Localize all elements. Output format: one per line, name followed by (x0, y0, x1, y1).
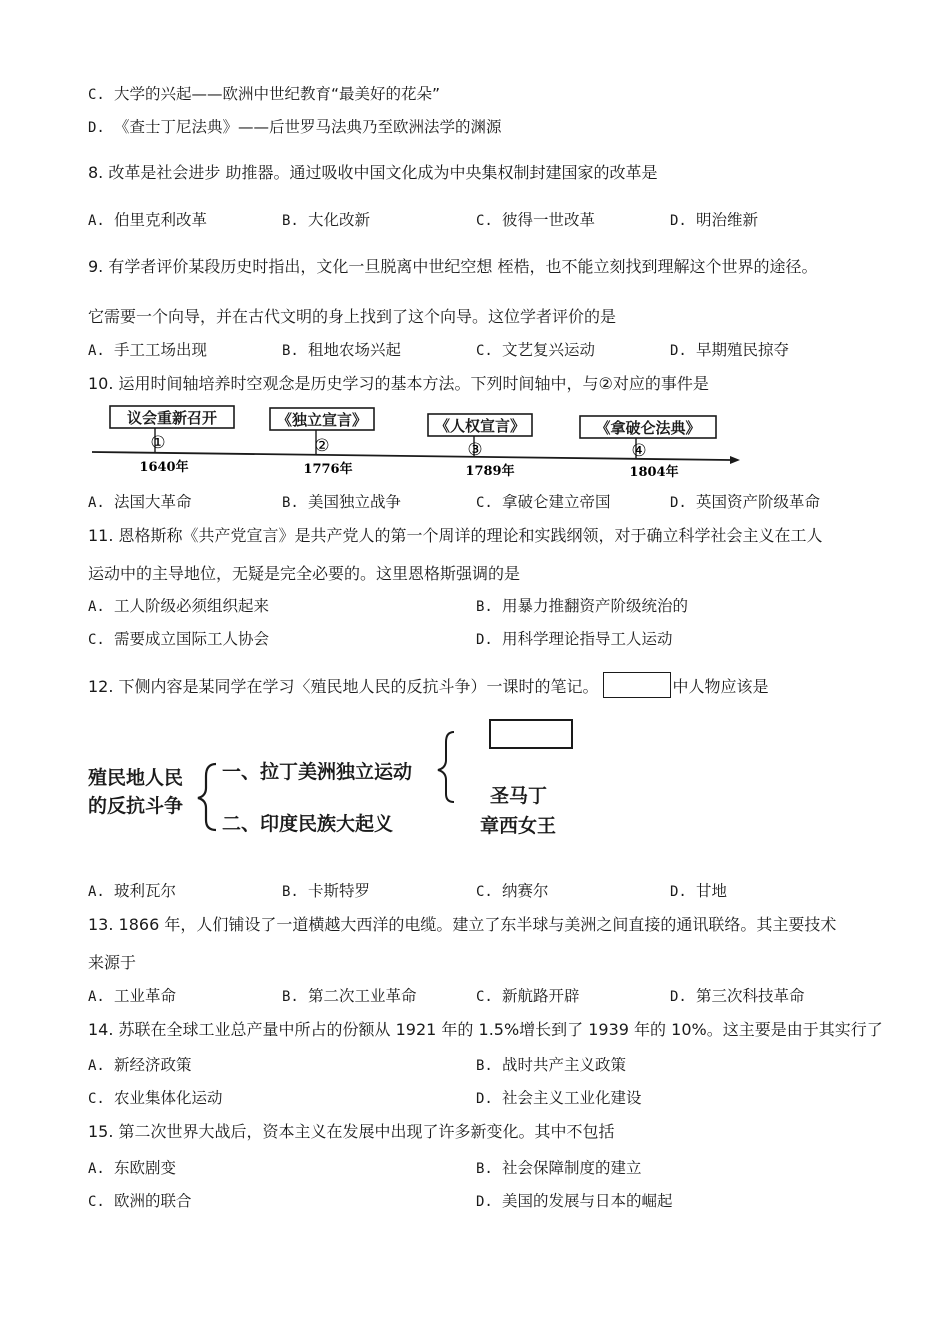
timeline-label-2: 《独立宣言》 (276, 411, 368, 429)
option-7c[interactable]: C. 大学的兴起——欧洲中世纪教育“最美好的花朵” (88, 85, 441, 103)
option-15b[interactable]: B. 社会保障制度的建立 (476, 1159, 642, 1177)
option-8d[interactable]: D. 明治维新 (670, 211, 759, 229)
option-14d[interactable]: D. 社会主义工业化建设 (476, 1089, 642, 1107)
timeline-event-3 (428, 414, 532, 479)
timeline-num-2: ② (314, 436, 330, 456)
option-13d[interactable]: D. 第三次科技革命 (670, 987, 805, 1005)
option-12d[interactable]: D. 甘地 (670, 882, 728, 900)
option-14b[interactable]: B. 战时共产主义政策 (476, 1056, 627, 1074)
timeline-label-1: 议会重新召开 (126, 409, 218, 427)
note-root-line1: 殖民地人民 (88, 767, 184, 789)
option-8b[interactable]: B. 大化改新 (282, 211, 371, 229)
timeline-num-3: ③ (467, 440, 483, 460)
option-14a[interactable]: A. 新经济政策 (88, 1056, 192, 1074)
option-9a[interactable]: A. 手工工场出现 (88, 341, 208, 359)
note-person-2: 章西女王 (480, 815, 557, 837)
option-10b[interactable]: B. 美国独立战争 (282, 493, 402, 511)
timeline-num-4: ④ (631, 441, 647, 461)
timeline-label-3: 《人权宣言》 (434, 417, 526, 435)
option-12b[interactable]: B. 卡斯特罗 (282, 882, 371, 900)
option-8a[interactable]: A. 伯里克利改革 (88, 211, 208, 229)
option-11c[interactable]: C. 需要成立国际工人协会 (88, 630, 270, 648)
question-12-stem-after: 中人物应该是 (672, 677, 769, 696)
answer-blank-box (603, 672, 671, 698)
question-13-stem-line1: 13. 1866 年，人们铺设了一道横越大西洋的电缆。建立了东半球与美洲之间直接的通讯联络。其主要技术 (88, 915, 837, 934)
note-root-line2: 的反抗斗争 (88, 795, 184, 817)
option-8c[interactable]: C. 彼得一世改革 (476, 211, 596, 229)
note-person-1: 圣马丁 (490, 785, 548, 807)
note-branch-2: 二、印度民族大起义 (222, 813, 394, 835)
option-13b[interactable]: B. 第二次工业革命 (282, 987, 417, 1005)
option-15c[interactable]: C. 欧洲的联合 (88, 1192, 192, 1210)
option-12c[interactable]: C. 纳赛尔 (476, 882, 549, 900)
note-branch-1: 一、拉丁美洲独立运动 (222, 761, 413, 783)
question-9-stem-line2: 它需要一个向导，并在古代文明的身上找到了这个向导。这位学者评价的是 (88, 307, 617, 326)
option-10a[interactable]: A. 法国大革命 (88, 493, 192, 511)
question-11-stem-line1: 11. 恩格斯称《共产党宣言》是共产党人的第一个周详的理论和实践纲领，对于确立科学社会主义在工人 (88, 526, 823, 545)
timeline-arrow (730, 456, 740, 464)
option-15a[interactable]: A. 东欧剧变 (88, 1159, 177, 1177)
question-12-stem (88, 672, 769, 698)
note-brace-small (438, 732, 454, 802)
option-9d[interactable]: D. 早期殖民掠夺 (670, 341, 790, 359)
timeline-num-1: ① (150, 433, 166, 453)
option-11d[interactable]: D. 用科学理论指导工人运动 (476, 630, 673, 648)
timeline-event-2 (270, 408, 374, 477)
timeline-year-3: 1789年 (465, 464, 515, 479)
timeline-year-1: 1640年 (139, 460, 189, 475)
question-8-stem: 8. 改革是社会进步 助推器。通过吸收中国文化成为中央集权制封建国家的改革是 (88, 163, 658, 182)
option-15d[interactable]: D. 美国的发展与日本的崛起 (476, 1192, 673, 1210)
option-12a[interactable]: A. 玻利瓦尔 (88, 882, 177, 900)
question-9-stem-line1: 9. 有学者评价某段历史时指出，文化一旦脱离中世纪空想 桎梏，也不能立刻找到理解这个世界的途径。 (88, 257, 818, 276)
option-11b[interactable]: B. 用暴力推翻资产阶级统治的 (476, 597, 689, 615)
timeline-label-4: 《拿破仑法典》 (595, 419, 701, 437)
option-9c[interactable]: C. 文艺复兴运动 (476, 341, 596, 359)
question-14-stem: 14. 苏联在全球工业总产量中所占的份额从 1921 年的 1.5%增长到了 1939 年的 10%。这主要是由于其实行了 (88, 1020, 883, 1039)
timeline-year-4: 1804年 (629, 465, 679, 480)
note-brace-main (198, 764, 216, 830)
question-15-stem: 15. 第二次世界大战后，资本主义在发展中出现了许多新变化。其中不包括 (88, 1122, 615, 1141)
option-11a[interactable]: A. 工人阶级必须组织起来 (88, 597, 270, 615)
note-blank-box (490, 720, 572, 748)
option-14c[interactable]: C. 农业集体化运动 (88, 1089, 223, 1107)
option-13a[interactable]: A. 工业革命 (88, 987, 177, 1005)
option-9b[interactable]: B. 租地农场兴起 (282, 341, 402, 359)
question-13-stem-line2: 来源于 (88, 953, 137, 972)
option-13c[interactable]: C. 新航路开辟 (476, 987, 580, 1005)
timeline-figure (88, 400, 748, 480)
question-12-stem-before: 12. 下侧内容是某同学在学习〈殖民地人民的反抗斗争）一课时的笔记。 (88, 677, 599, 696)
timeline-event-4 (580, 416, 716, 480)
option-7d[interactable]: D. 《查士丁尼法典》——后世罗马法典乃至欧洲法学的渊源 (88, 118, 502, 136)
question-11-stem-line2: 运动中的主导地位，无疑是完全必要的。这里恩格斯强调的是 (88, 564, 521, 583)
timeline-event-1 (110, 406, 234, 475)
option-10d[interactable]: D. 英国资产阶级革命 (670, 493, 821, 511)
option-10c[interactable]: C. 拿破仑建立帝国 (476, 493, 611, 511)
question-10-stem: 10. 运用时间轴培养时空观念是历史学习的基本方法。下列时间轴中，与②对应的事件是 (88, 374, 709, 393)
timeline-year-2: 1776年 (303, 462, 353, 477)
study-note-diagram (88, 712, 588, 847)
